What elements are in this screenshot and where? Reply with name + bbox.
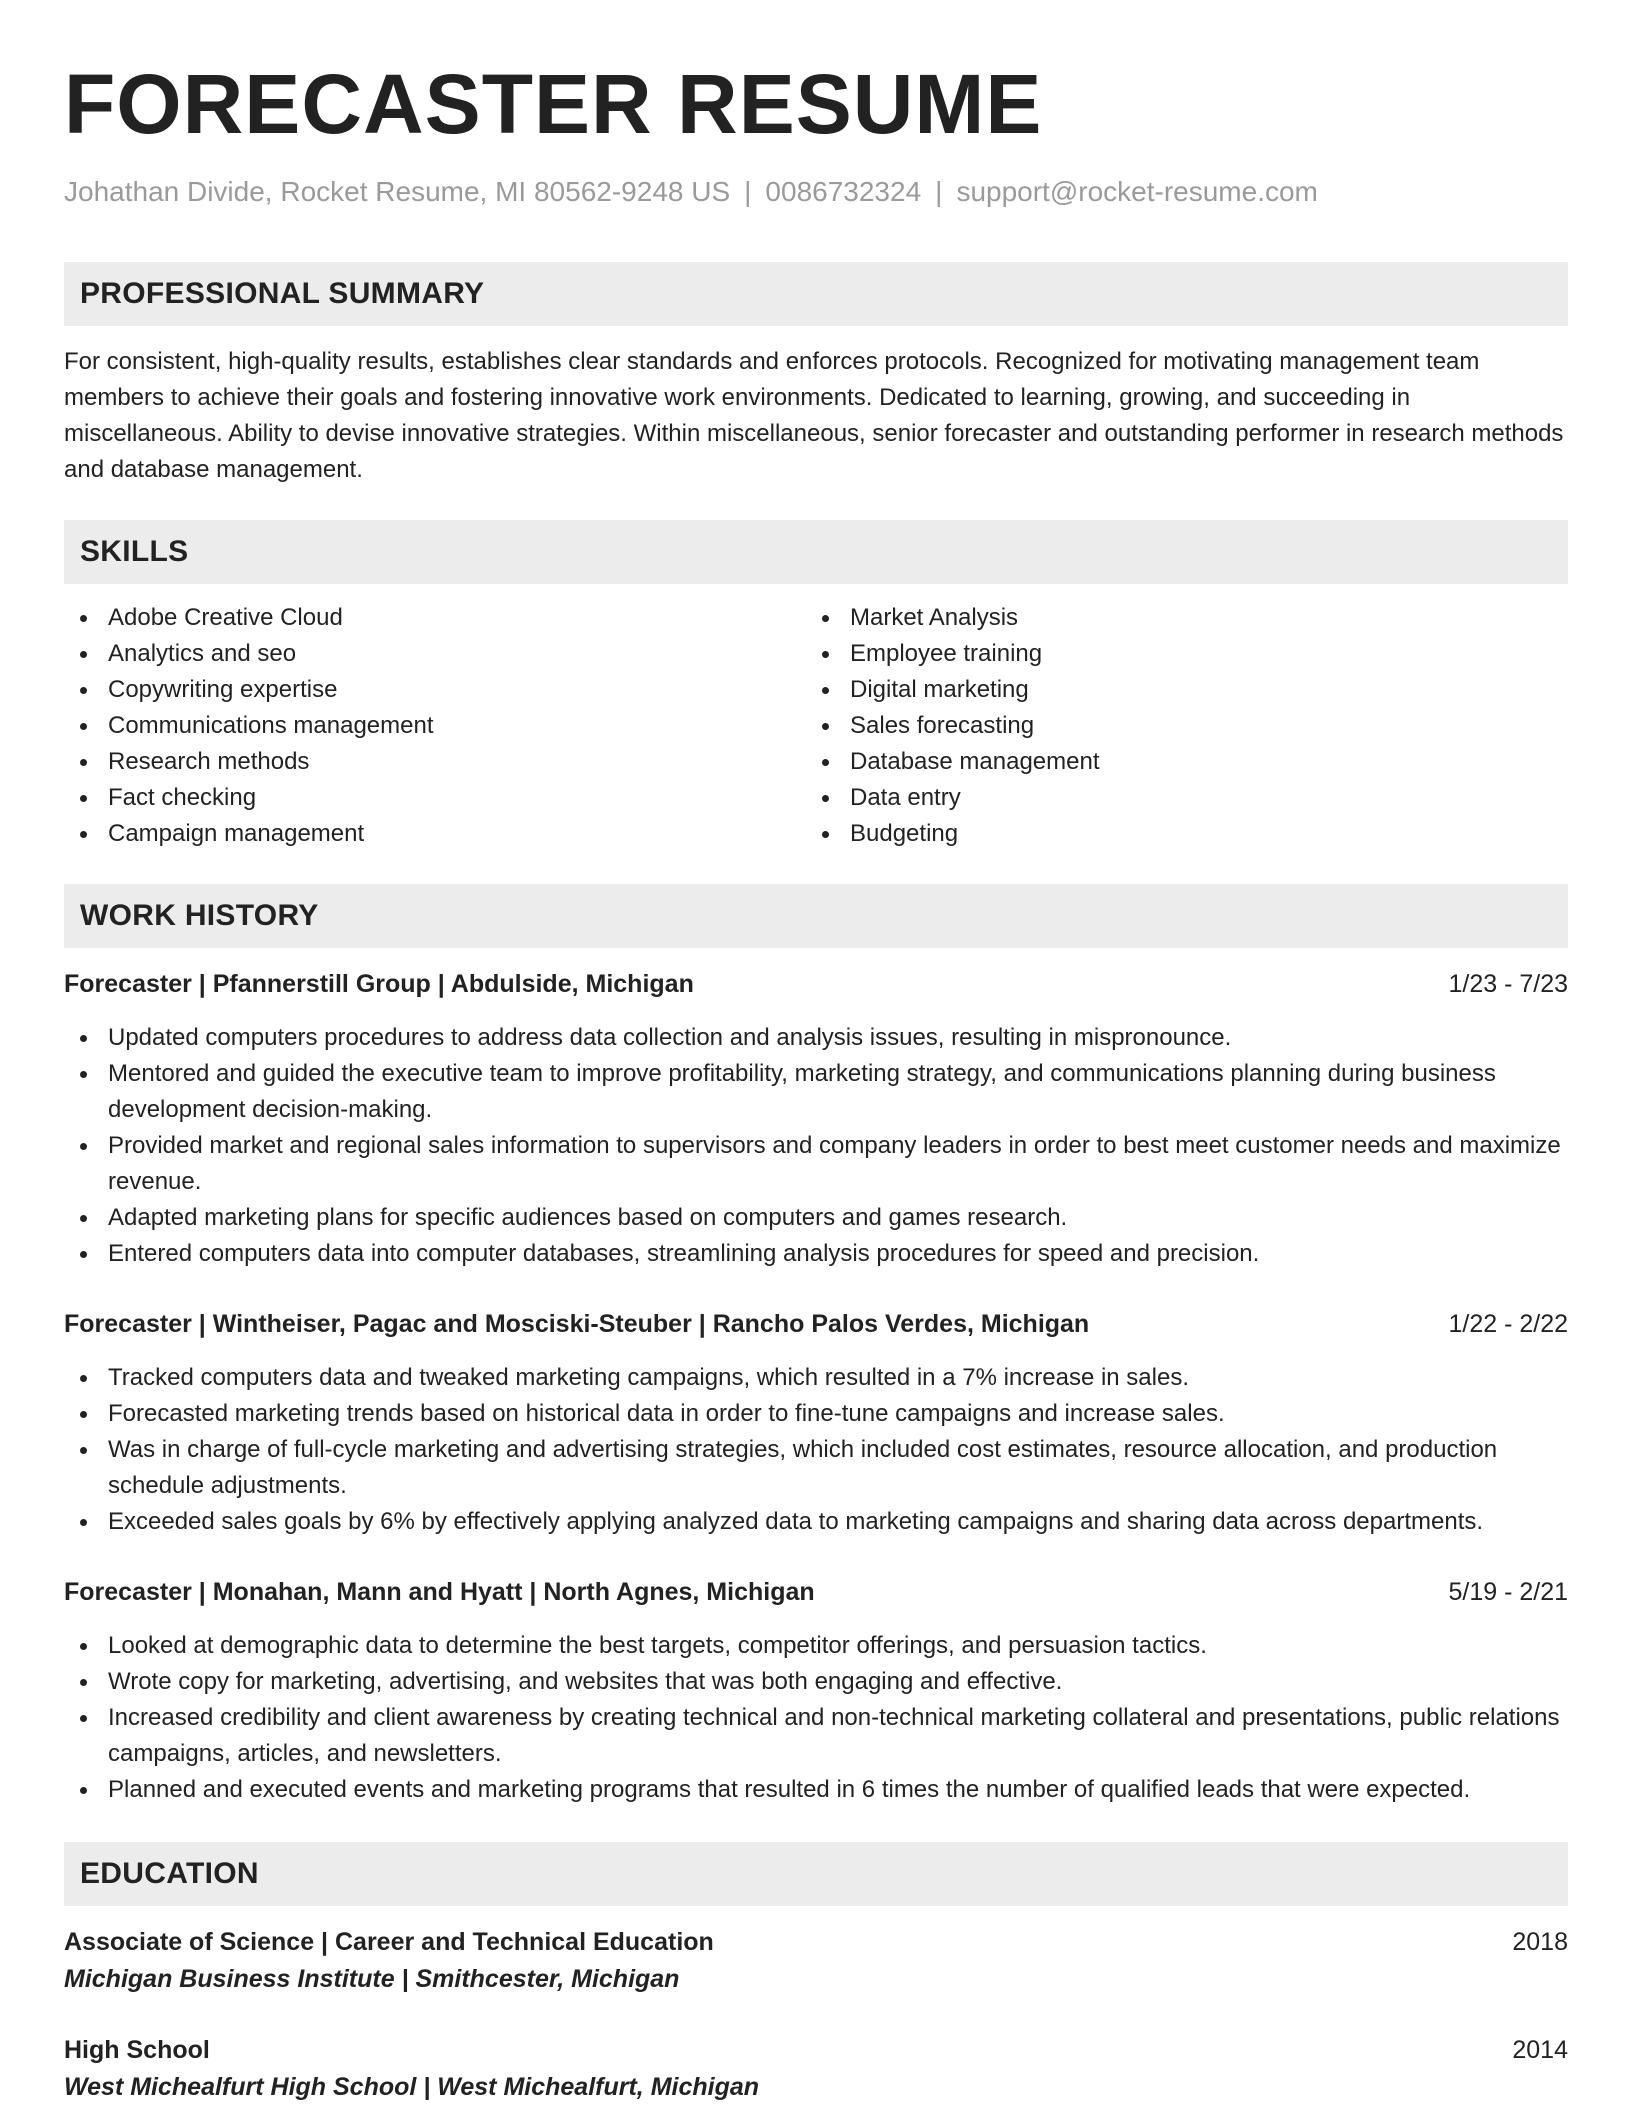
skill-item: Analytics and seo <box>64 636 806 672</box>
job-bullet: Provided market and regional sales information to supervisors and company leaders in order to best meet customer needs and maximize revenue. <box>64 1128 1568 1200</box>
contact-phone: 0086732324 <box>765 176 922 207</box>
skill-item: Budgeting <box>806 816 1548 852</box>
job-date: 1/23 - 7/23 <box>1448 970 1568 998</box>
skill-item: Adobe Creative Cloud <box>64 600 806 636</box>
contact-line <box>64 174 1568 210</box>
job-title: Forecaster | Wintheiser, Pagac and Mosciski-Steuber | Rancho Palos Verdes, Michigan <box>64 1310 1090 1338</box>
job-bullet: Forecasted marketing trends based on historical data in order to fine-tune campaigns and increase sales. <box>64 1396 1568 1432</box>
skill-item: Data entry <box>806 780 1548 816</box>
skill-item: Digital marketing <box>806 672 1548 708</box>
job-bullet: Looked at demographic data to determine the best targets, competitor offerings, and persuasion tactics. <box>64 1628 1568 1664</box>
job-bullet: Wrote copy for marketing, advertising, and websites that was both engaging and effective. <box>64 1664 1568 1700</box>
job-bullet: Mentored and guided the executive team to improve profitability, marketing strategy, and communications planning during business development decision-making. <box>64 1056 1568 1128</box>
skills-column-left <box>64 600 806 852</box>
skills-list <box>64 600 1568 852</box>
job-bullet: Updated computers procedures to address data collection and analysis issues, resulting in mispronounce. <box>64 1020 1568 1056</box>
contact-separator: | <box>935 176 943 207</box>
job-date: 5/19 - 2/21 <box>1448 1578 1568 1606</box>
skill-item: Employee training <box>806 636 1548 672</box>
job-entry <box>64 1306 1568 1540</box>
section-header-work-history: WORK HISTORY <box>64 884 1568 948</box>
job-bullets <box>64 1628 1568 1808</box>
job-header <box>64 1306 1568 1342</box>
skill-item: Sales forecasting <box>806 708 1548 744</box>
education-degree: Associate of Science | Career and Technical Education <box>64 1928 714 1956</box>
section-header-education: EDUCATION <box>64 1842 1568 1906</box>
job-date: 1/22 - 2/22 <box>1448 1310 1568 1338</box>
section-header-skills: SKILLS <box>64 520 1568 584</box>
job-title: Forecaster | Pfannerstill Group | Abdulside, Michigan <box>64 970 694 998</box>
resume-title: FORECASTER RESUME <box>64 57 1043 151</box>
skill-item: Fact checking <box>64 780 806 816</box>
job-header <box>64 1574 1568 1610</box>
summary-text: For consistent, high-quality results, establishes clear standards and enforces protocols. Recognized for motivating management team members to achieve their goals and fostering innovative work environments. Dedicated to learning, growing, and succeeding in miscellaneous. Ability to devise innovative strategies. Within miscellaneous, senior forecaster and outstanding performer in research methods and database management. <box>64 348 1564 483</box>
job-bullet: Was in charge of full-cycle marketing and advertising strategies, which included cost estimates, resource allocation, and production schedule adjustments. <box>64 1432 1568 1504</box>
education-entry <box>64 1924 1568 1998</box>
skill-item: Research methods <box>64 744 806 780</box>
contact-separator: | <box>744 176 752 207</box>
job-entry <box>64 966 1568 1272</box>
job-bullets <box>64 1360 1568 1540</box>
education-header <box>64 2032 1568 2068</box>
education-school: West Michealfurt High School | West Michealfurt, Michigan <box>64 2073 760 2101</box>
job-bullet: Planned and executed events and marketing programs that resulted in 6 times the number of qualified leads that were expected. <box>64 1772 1568 1808</box>
education-date: 2014 <box>1512 2036 1568 2064</box>
job-bullet: Adapted marketing plans for specific audiences based on computers and games research. <box>64 1200 1568 1236</box>
skill-item: Market Analysis <box>806 600 1548 636</box>
education-header <box>64 1924 1568 1960</box>
skills-column-right <box>806 600 1548 852</box>
education-entry <box>64 2032 1568 2106</box>
job-header <box>64 966 1568 1002</box>
job-entry <box>64 1574 1568 1808</box>
job-bullet: Entered computers data into computer databases, streamlining analysis procedures for speed and precision. <box>64 1236 1568 1272</box>
education-degree: High School <box>64 2036 210 2064</box>
skill-item: Database management <box>806 744 1548 780</box>
education-school: Michigan Business Institute | Smithcester, Michigan <box>64 1965 680 1993</box>
section-header-summary: PROFESSIONAL SUMMARY <box>64 262 1568 326</box>
job-bullets <box>64 1020 1568 1272</box>
job-title: Forecaster | Monahan, Mann and Hyatt | North Agnes, Michigan <box>64 1578 815 1606</box>
education-date: 2018 <box>1512 1928 1568 1956</box>
skill-item: Campaign management <box>64 816 806 852</box>
job-bullet: Increased credibility and client awareness by creating technical and non-technical marketing collateral and presentations, public relations campaigns, articles, and newsletters. <box>64 1700 1568 1772</box>
skill-item: Copywriting expertise <box>64 672 806 708</box>
contact-address: Johathan Divide, Rocket Resume, MI 80562-9248 US <box>64 176 731 207</box>
job-bullet: Exceeded sales goals by 6% by effectively applying analyzed data to marketing campaigns and sharing data across departments. <box>64 1504 1568 1540</box>
contact-email: support@rocket-resume.com <box>956 176 1318 207</box>
skill-item: Communications management <box>64 708 806 744</box>
job-bullet: Tracked computers data and tweaked marketing campaigns, which resulted in a 7% increase in sales. <box>64 1360 1568 1396</box>
